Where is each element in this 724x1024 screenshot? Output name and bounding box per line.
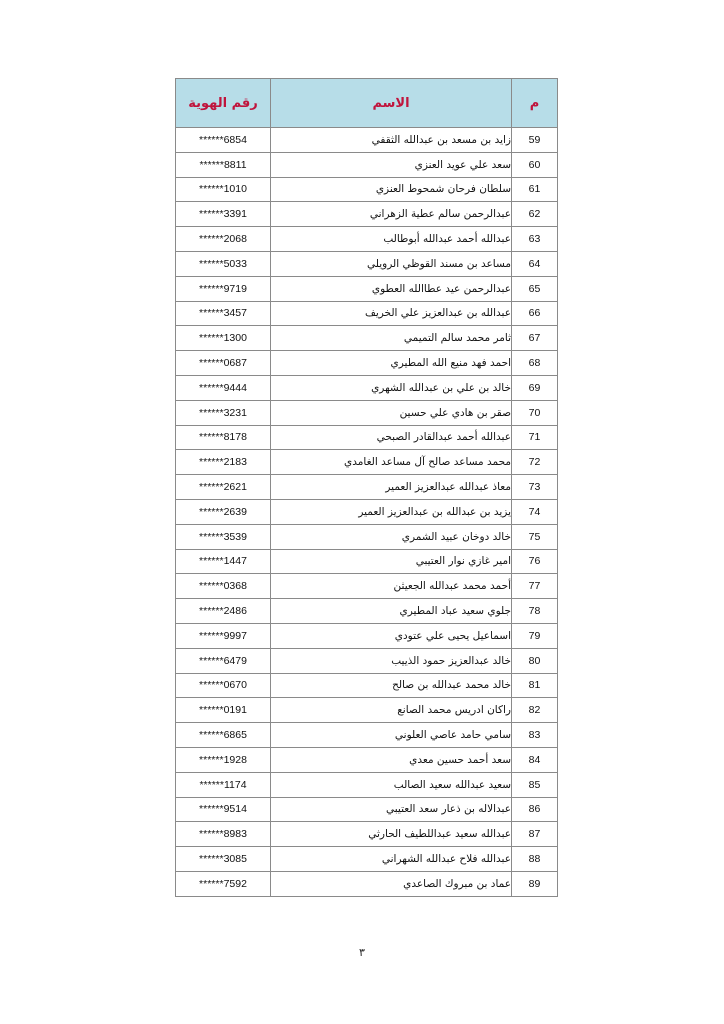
table-row <box>176 400 558 425</box>
row-name: اسماعيل يحيى علي عتودي <box>271 623 512 648</box>
row-id-number: ******2639 <box>176 499 271 524</box>
table-row <box>176 276 558 301</box>
table-row <box>176 475 558 500</box>
table-row <box>176 549 558 574</box>
table-row <box>176 698 558 723</box>
row-number: 71 <box>512 425 558 450</box>
row-name: خالد بن علي بن عبدالله الشهري <box>271 375 512 400</box>
row-number: 79 <box>512 623 558 648</box>
row-number: 78 <box>512 599 558 624</box>
table-row <box>176 797 558 822</box>
row-name: عبدالرحمن عيد عطاالله العطوي <box>271 276 512 301</box>
row-id-number: ******6479 <box>176 648 271 673</box>
row-name: راكان ادريس محمد الصانع <box>271 698 512 723</box>
table-row <box>176 152 558 177</box>
table-row <box>176 425 558 450</box>
table-row <box>176 599 558 624</box>
row-number: 61 <box>512 177 558 202</box>
row-name: عبدالاله بن ذعار سعد العتيبي <box>271 797 512 822</box>
row-id-number: ******1928 <box>176 747 271 772</box>
table-row <box>176 227 558 252</box>
row-id-number: ******0687 <box>176 351 271 376</box>
row-name: عبدالله أحمد عبدالقادر الصبحي <box>271 425 512 450</box>
table-row <box>176 301 558 326</box>
row-name: سعيد عبدالله سعيد الصالب <box>271 772 512 797</box>
row-id-number: ******7592 <box>176 871 271 896</box>
row-number: 82 <box>512 698 558 723</box>
row-number: 83 <box>512 723 558 748</box>
row-name: معاذ عبدالله عبدالعزيز العمير <box>271 475 512 500</box>
table-row <box>176 673 558 698</box>
row-name: جلوي سعيد عباد المطيري <box>271 599 512 624</box>
row-id-number: ******8811 <box>176 152 271 177</box>
row-name: محمد مساعد صالح آل مساعد الغامدي <box>271 450 512 475</box>
row-number: 70 <box>512 400 558 425</box>
header-number: م <box>512 79 558 128</box>
table-row <box>176 847 558 872</box>
row-id-number: ******9514 <box>176 797 271 822</box>
table-row <box>176 822 558 847</box>
table-row <box>176 128 558 153</box>
row-id-number: ******1010 <box>176 177 271 202</box>
table-row <box>176 202 558 227</box>
table-row <box>176 574 558 599</box>
row-id-number: ******3231 <box>176 400 271 425</box>
row-number: 86 <box>512 797 558 822</box>
row-number: 81 <box>512 673 558 698</box>
table-row <box>176 747 558 772</box>
row-name: امير غازي نوار العتيبي <box>271 549 512 574</box>
row-name: عبدالله سعيد عبداللطيف الحارثي <box>271 822 512 847</box>
row-id-number: ******3391 <box>176 202 271 227</box>
table-header-row <box>176 79 558 128</box>
row-number: 75 <box>512 524 558 549</box>
row-id-number: ******5033 <box>176 251 271 276</box>
header-id: رقم الهوية <box>176 79 271 128</box>
row-id-number: ******3457 <box>176 301 271 326</box>
row-name: عبدالله فلاح عبدالله الشهراني <box>271 847 512 872</box>
row-name: خالد محمد عبدالله بن صالح <box>271 673 512 698</box>
row-name: مساعد بن مسند القوظي الرويلي <box>271 251 512 276</box>
row-id-number: ******2621 <box>176 475 271 500</box>
row-number: 87 <box>512 822 558 847</box>
row-id-number: ******0670 <box>176 673 271 698</box>
row-name: زايد بن مسعد بن عبدالله الثقفي <box>271 128 512 153</box>
table-row <box>176 499 558 524</box>
table-row <box>176 450 558 475</box>
row-number: 66 <box>512 301 558 326</box>
table-row <box>176 871 558 896</box>
table-row <box>176 375 558 400</box>
row-number: 74 <box>512 499 558 524</box>
row-id-number: ******3085 <box>176 847 271 872</box>
row-number: 59 <box>512 128 558 153</box>
row-id-number: ******2183 <box>176 450 271 475</box>
row-number: 68 <box>512 351 558 376</box>
row-number: 69 <box>512 375 558 400</box>
row-name: عبدالله أحمد عبدالله أبوطالب <box>271 227 512 252</box>
row-number: 77 <box>512 574 558 599</box>
row-number: 60 <box>512 152 558 177</box>
row-number: 67 <box>512 326 558 351</box>
header-name: الاسم <box>271 79 512 128</box>
row-id-number: ******6854 <box>176 128 271 153</box>
row-name: ثامر محمد سالم التميمي <box>271 326 512 351</box>
row-id-number: ******8178 <box>176 425 271 450</box>
row-number: 88 <box>512 847 558 872</box>
row-name: احمد فهد منيع الله المطيري <box>271 351 512 376</box>
table-row <box>176 177 558 202</box>
table-row <box>176 648 558 673</box>
row-number: 64 <box>512 251 558 276</box>
row-number: 62 <box>512 202 558 227</box>
row-number: 65 <box>512 276 558 301</box>
table-row <box>176 524 558 549</box>
row-id-number: ******9444 <box>176 375 271 400</box>
row-number: 89 <box>512 871 558 896</box>
row-id-number: ******9719 <box>176 276 271 301</box>
table-row <box>176 351 558 376</box>
row-name: خالد دوخان عبيد الشمري <box>271 524 512 549</box>
row-id-number: ******0368 <box>176 574 271 599</box>
row-name: عماد بن مبروك الصاعدي <box>271 871 512 896</box>
row-id-number: ******2068 <box>176 227 271 252</box>
row-name: أحمد محمد عبدالله الجعيثن <box>271 574 512 599</box>
row-id-number: ******1447 <box>176 549 271 574</box>
row-id-number: ******1174 <box>176 772 271 797</box>
row-name: صقر بن هادي علي حسين <box>271 400 512 425</box>
row-id-number: ******2486 <box>176 599 271 624</box>
table-row <box>176 623 558 648</box>
row-name: خالد عبدالعزيز حمود الذييب <box>271 648 512 673</box>
row-number: 63 <box>512 227 558 252</box>
row-id-number: ******9997 <box>176 623 271 648</box>
row-number: 76 <box>512 549 558 574</box>
table-row <box>176 326 558 351</box>
row-name: سعد أحمد حسين معدي <box>271 747 512 772</box>
row-name: سعد علي عويد العنزي <box>271 152 512 177</box>
row-id-number: ******6865 <box>176 723 271 748</box>
page-number: ٣ <box>359 946 365 959</box>
row-id-number: ******0191 <box>176 698 271 723</box>
row-name: يزيد بن عبدالله بن عبدالعزيز العمير <box>271 499 512 524</box>
table-row <box>176 723 558 748</box>
row-number: 73 <box>512 475 558 500</box>
row-id-number: ******3539 <box>176 524 271 549</box>
names-table <box>175 78 558 897</box>
row-name: عبدالله بن عبدالعزيز علي الخريف <box>271 301 512 326</box>
row-number: 85 <box>512 772 558 797</box>
table-row <box>176 772 558 797</box>
row-name: عبدالرحمن سالم عطية الزهراني <box>271 202 512 227</box>
row-name: سامي حامد عاصي العلوني <box>271 723 512 748</box>
row-number: 84 <box>512 747 558 772</box>
row-id-number: ******1300 <box>176 326 271 351</box>
table-row <box>176 251 558 276</box>
row-number: 72 <box>512 450 558 475</box>
table-body <box>176 128 558 897</box>
row-number: 80 <box>512 648 558 673</box>
row-id-number: ******8983 <box>176 822 271 847</box>
row-name: سلطان فرحان شمحوط العنزي <box>271 177 512 202</box>
